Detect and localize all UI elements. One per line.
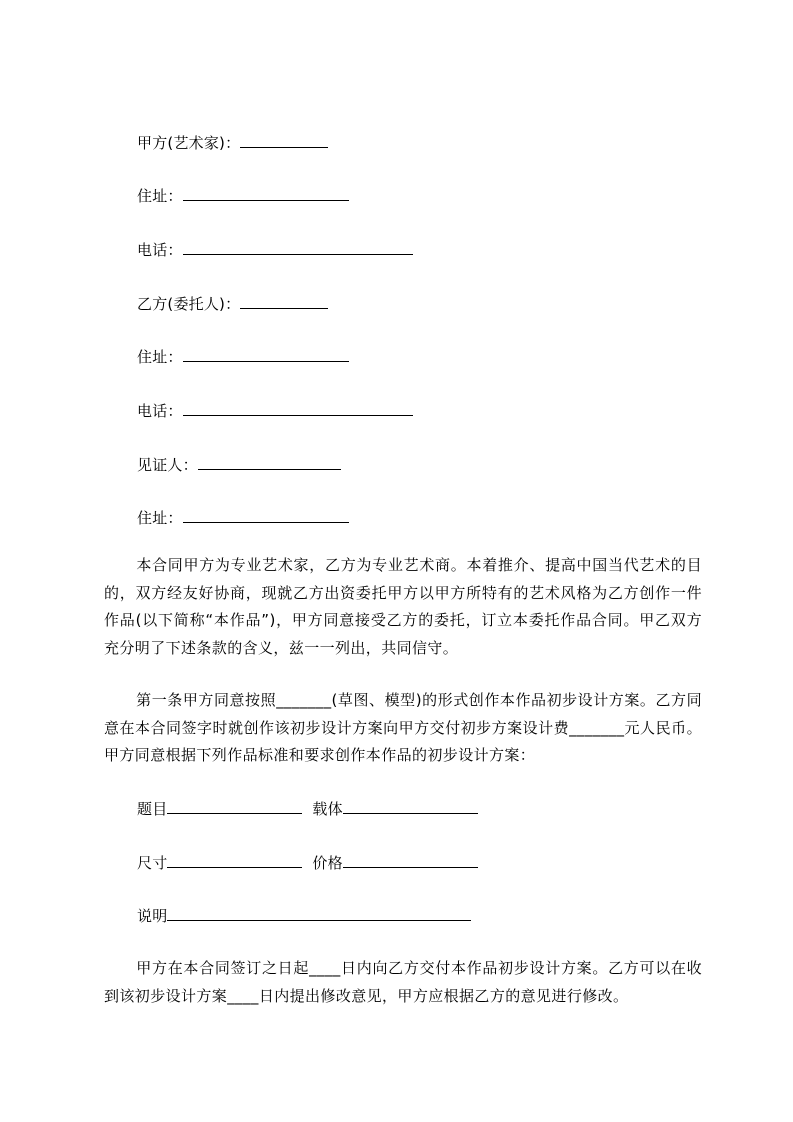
carrier-label: 载体 — [312, 800, 343, 818]
intro-paragraph — [104, 552, 702, 662]
delivery-part3: 日内提出修改意见，甲方应根据乙方的意见进行修改。 — [258, 986, 629, 1005]
party-a-phone-line — [137, 238, 413, 260]
article-1-blank-form[interactable]: _______ — [276, 691, 332, 709]
title-blank[interactable] — [167, 797, 302, 814]
note-label: 说明 — [137, 907, 168, 925]
size-label: 尺寸 — [137, 854, 168, 872]
title-label: 题目 — [137, 800, 168, 818]
party-a-blank[interactable] — [240, 131, 328, 148]
delivery-paragraph — [104, 955, 702, 1010]
witness-address-blank[interactable] — [183, 506, 349, 523]
party-b-address-label: 住址： — [137, 348, 183, 366]
party-a-line — [137, 131, 328, 153]
party-b-phone-label: 电话： — [137, 402, 183, 420]
delivery-blank-revision-days[interactable]: ____ — [227, 986, 259, 1005]
party-a-address-label: 住址： — [137, 187, 183, 205]
witness-label: 见证人： — [137, 456, 198, 474]
party-a-label: 甲方(艺术家)： — [137, 134, 241, 152]
party-a-phone-label: 电话： — [137, 241, 183, 259]
note-blank[interactable] — [167, 904, 471, 921]
party-b-phone-line — [137, 399, 413, 421]
note-line — [137, 904, 471, 926]
intro-text: 本合同甲方为专业艺术家，乙方为专业艺术商。本着推介、提高中国当代艺术的目的，双方经友好协商，现就乙方出资委托甲方以甲方所特有的艺术风格为乙方创作一件作品(以下简称“本作品”)，甲方同意接受乙方的委托，订立本委托作品合同。甲乙双方充分明了下述条款的含义，兹一一列出，共同信守。 — [104, 556, 702, 657]
witness-line — [137, 453, 341, 475]
party-b-address-blank[interactable] — [183, 345, 349, 362]
delivery-part2: 日内向乙方交付本作品初步设计方案。乙方可以在收到该初步设计方案 — [104, 959, 703, 1005]
article-1-paragraph — [104, 687, 702, 770]
party-b-line — [137, 292, 328, 314]
party-a-address-blank[interactable] — [183, 184, 349, 201]
party-b-blank[interactable] — [240, 292, 328, 309]
article-1-blank-fee[interactable]: _______ — [569, 718, 625, 737]
delivery-part1: 甲方在本合同签订之日起 — [136, 959, 310, 977]
witness-blank[interactable] — [198, 453, 341, 470]
article-1-part2: (草图、模型)的形式创作本作品初步设计方案。乙方同意在本合同签字时就创作该初步设计方案向甲方交付初步方案设计费 — [104, 691, 702, 737]
party-b-address-line — [137, 345, 349, 367]
carrier-blank[interactable] — [343, 797, 478, 814]
witness-address-label: 住址： — [137, 509, 183, 527]
party-a-address-line — [137, 184, 349, 206]
title-carrier-line — [137, 797, 478, 819]
witness-address-line — [137, 506, 349, 528]
article-1-part3: 元人民币。甲方同意根据下列作品标准和要求创作本作品的初步设计方案： — [104, 718, 702, 764]
party-b-phone-blank[interactable] — [183, 399, 413, 416]
price-blank[interactable] — [343, 851, 478, 868]
size-price-line — [137, 851, 478, 873]
article-1-part1: 第一条甲方同意按照 — [136, 691, 277, 709]
size-blank[interactable] — [167, 851, 302, 868]
delivery-blank-days[interactable]: ____ — [309, 959, 341, 977]
price-label: 价格 — [312, 854, 343, 872]
party-a-phone-blank[interactable] — [183, 238, 413, 255]
party-b-label: 乙方(委托人)： — [137, 295, 241, 313]
